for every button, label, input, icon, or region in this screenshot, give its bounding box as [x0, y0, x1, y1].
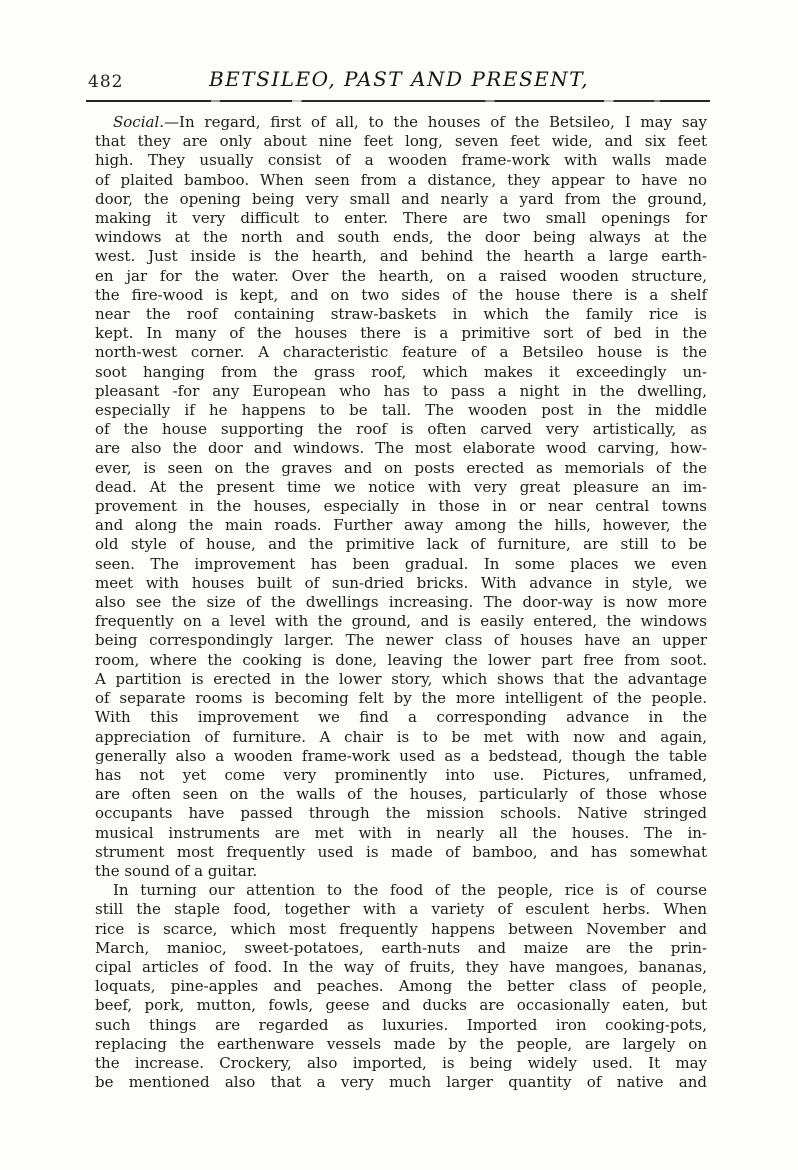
- text-line: of separate rooms is becoming felt by the more intelligent of the people.: [95, 689, 707, 708]
- paragraph-1-first-line-text: —In regard, first of all, to the houses of the Betsileo, I may say: [164, 113, 707, 131]
- text-line: that they are only about nine feet long, seven feet wide, and six feet: [95, 132, 707, 151]
- text-line: still the staple food, together with a variety of esculent herbs. When: [95, 900, 707, 919]
- paragraph-1-lines: [95, 132, 707, 862]
- text-line: door, the opening being very small and nearly a yard from the ground,: [95, 189, 707, 208]
- paragraph-1-first-line: [95, 113, 707, 132]
- text-line: the increase. Crockery, also imported, is being widely used. It may: [95, 1053, 707, 1072]
- text-line: frequently on a level with the ground, and is easily entered, the windows: [95, 612, 707, 631]
- text-line: appreciation of furniture. A chair is to be met with now and again,: [95, 727, 707, 746]
- text-line: loquats, pine-apples and peaches. Among the better class of people,: [95, 977, 707, 996]
- text-line: provement in the houses, especially in those in or near central towns: [95, 497, 707, 516]
- text-line: near the roof containing straw-baskets in which the family rice is: [95, 305, 707, 324]
- lead-word-social: Social.: [113, 113, 165, 131]
- text-line: high. They usually consist of a wooden frame-work with walls made: [95, 151, 707, 170]
- text-line: seen. The improvement has been gradual. In some places we even: [95, 554, 707, 573]
- text-line: cipal articles of food. In the way of fruits, they have mangoes, bananas,: [95, 957, 707, 976]
- text-line: the fire-wood is kept, and on two sides of the house there is a shelf: [95, 285, 707, 304]
- text-line: ever, is seen on the graves and on posts erected as memorials of the: [95, 458, 707, 477]
- text-line: west. Just inside is the hearth, and behind the hearth a large earth-: [95, 247, 707, 266]
- running-header-title: BETSILEO, PAST AND PRESENT,: [208, 67, 590, 91]
- text-line: especially if he happens to be tall. The wooden post in the middle: [95, 401, 707, 420]
- text-line: soot hanging from the grass roof, which makes it exceedingly un-: [95, 362, 707, 381]
- text-line: are often seen on the walls of the houses, particularly of those whose: [95, 785, 707, 804]
- text-line: being correspondingly larger. The newer class of houses have an upper: [95, 631, 707, 650]
- text-line: March, manioc, sweet-potatoes, earth-nuts and maize are the prin-: [95, 938, 707, 957]
- text-line: dead. At the present time we notice with very great pleasure an im-: [95, 477, 707, 496]
- text-line: meet with houses built of sun-dried bricks. With advance in style, we: [95, 573, 707, 592]
- text-line: are also the door and windows. The most elaborate wood carving, how-: [95, 439, 707, 458]
- text-line: of the house supporting the roof is often carved very artistically, as: [95, 420, 707, 439]
- paragraph-1-last-line: the sound of a guitar.: [95, 861, 258, 880]
- page-text: [95, 113, 707, 1092]
- text-line: be mentioned also that a very much larger quantity of native and: [95, 1073, 707, 1092]
- text-line: A partition is erected in the lower story, which shows that the advantage: [95, 669, 707, 688]
- text-line: replacing the earthenware vessels made by the people, are largely on: [95, 1034, 707, 1053]
- text-line: occupants have passed through the mission schools. Native stringed: [95, 804, 707, 823]
- text-line: old style of house, and the primitive lack of furniture, are still to be: [95, 535, 707, 554]
- text-line: also see the size of the dwellings increasing. The door-way is now more: [95, 593, 707, 612]
- text-line: windows at the north and south ends, the door being always at the: [95, 228, 707, 247]
- text-line: beef, pork, mutton, fowls, geese and ducks are occasionally eaten, but: [95, 996, 707, 1015]
- text-line: kept. In many of the houses there is a primitive sort of bed in the: [95, 324, 707, 343]
- text-line: north-west corner. A characteristic feature of a Betsileo house is the: [95, 343, 707, 362]
- text-line: room, where the cooking is done, leaving the lower part free from soot.: [95, 650, 707, 669]
- text-line: With this improvement we find a corresponding advance in the: [95, 708, 707, 727]
- text-line: en jar for the water. Over the hearth, on a raised wooden structure,: [95, 266, 707, 285]
- text-line: rice is scarce, which most frequently happens between November and: [95, 919, 707, 938]
- text-line: has not yet come very prominently into use. Pictures, unframed,: [95, 765, 707, 784]
- paragraph-2-first-line: In turning our attention to the food of the people, rice is of course: [113, 881, 707, 900]
- text-line: musical instruments are met with in nearly all the houses. The in-: [95, 823, 707, 842]
- paragraph-2-lines: [95, 900, 707, 1092]
- text-line: of plaited bamboo. When seen from a distance, they appear to have no: [95, 170, 707, 189]
- text-line: pleasant -for any European who has to pass a night in the dwelling,: [95, 381, 707, 400]
- text-line: making it very difficult to enter. There are two small openings for: [95, 209, 707, 228]
- text-line: strument most frequently used is made of bamboo, and has somewhat: [95, 842, 707, 861]
- header-rule: [86, 100, 710, 102]
- text-line: and along the main roads. Further away among the hills, however, the: [95, 516, 707, 535]
- page-number: 482: [88, 72, 124, 92]
- text-line: generally also a wooden frame-work used as a bedstead, though the table: [95, 746, 707, 765]
- text-line: such things are regarded as luxuries. Imported iron cooking-pots,: [95, 1015, 707, 1034]
